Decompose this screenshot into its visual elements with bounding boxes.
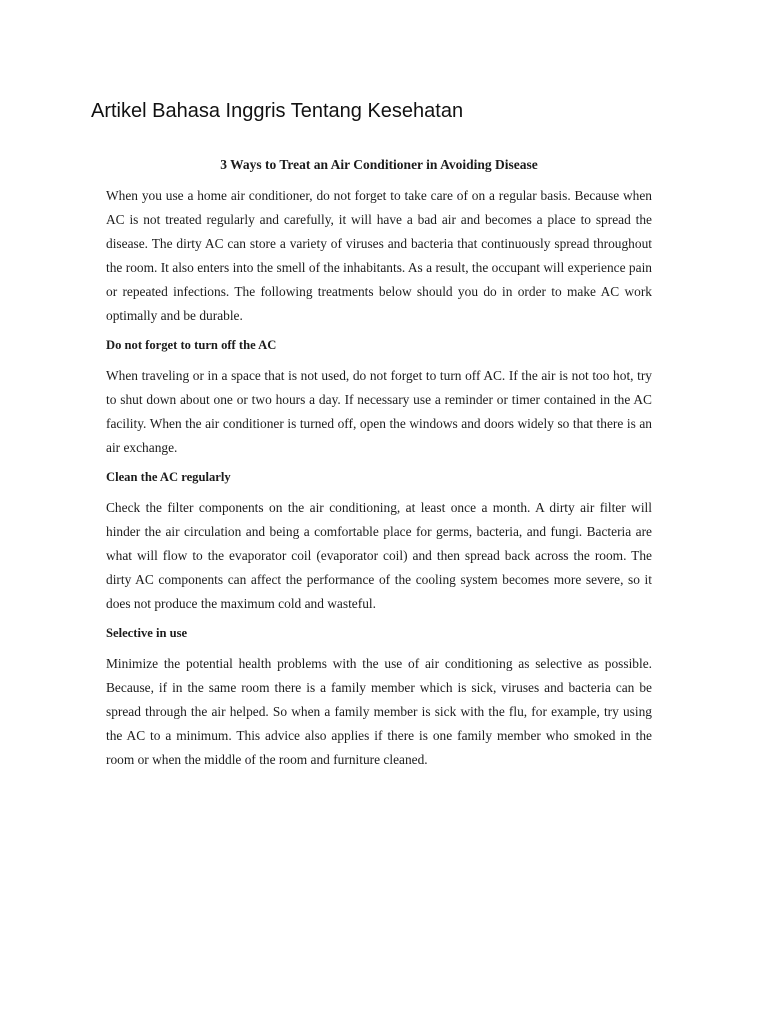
- section-heading-selective: Selective in use: [106, 626, 188, 640]
- article-body: [106, 155, 652, 780]
- section-paragraph-clean: Check the filter components on the air conditioning, at least once a month. A dirty air filter will hinder the air circulation and being a comfortable place for germs, bacteria, and fungi. Bacteria are what will flow to the evaporator coil (evaporator coil) and then spread back across the room. The dirty AC components can affect the performance of the cooling system becomes more severe, so it does not produce the maximum cold and wasteful.: [106, 500, 652, 611]
- article-title: 3 Ways to Treat an Air Conditioner in Avoiding Disease: [220, 157, 538, 172]
- section-paragraph-selective: Minimize the potential health problems with the use of air conditioning as selective as possible. Because, if in the same room there is a family member which is sick, viruses and bacteria can be spread through the air helped. So when a family member is sick with the flu, for example, try using the AC to a minimum. This advice also applies if there is one family member who smoked in the room or when the middle of the room and furniture cleaned.: [106, 656, 652, 767]
- section-heading-clean: Clean the AC regularly: [106, 470, 231, 484]
- document-title: Artikel Bahasa Inggris Tentang Kesehatan: [91, 100, 464, 122]
- section-paragraph-turn-off: When traveling or in a space that is not used, do not forget to turn off AC. If the air is not too hot, try to shut down about one or two hours a day. If necessary use a reminder or timer contained in the AC facility. When the air conditioner is turned off, open the windows and doors widely so that there is an air exchange.: [106, 368, 652, 455]
- intro-paragraph: When you use a home air conditioner, do not forget to take care of on a regular basis. Because when AC is not treated regularly and carefully, it will have a bad air and becomes a place to spread the disease. The dirty AC can store a variety of viruses and bacteria that continuously spread throughout the room. It also enters into the smell of the inhabitants. As a result, the occupant will experience pain or repeated infections. The following treatments below should you do in order to make AC work optimally and be durable.: [106, 188, 652, 323]
- section-heading-turn-off: Do not forget to turn off the AC: [106, 338, 277, 352]
